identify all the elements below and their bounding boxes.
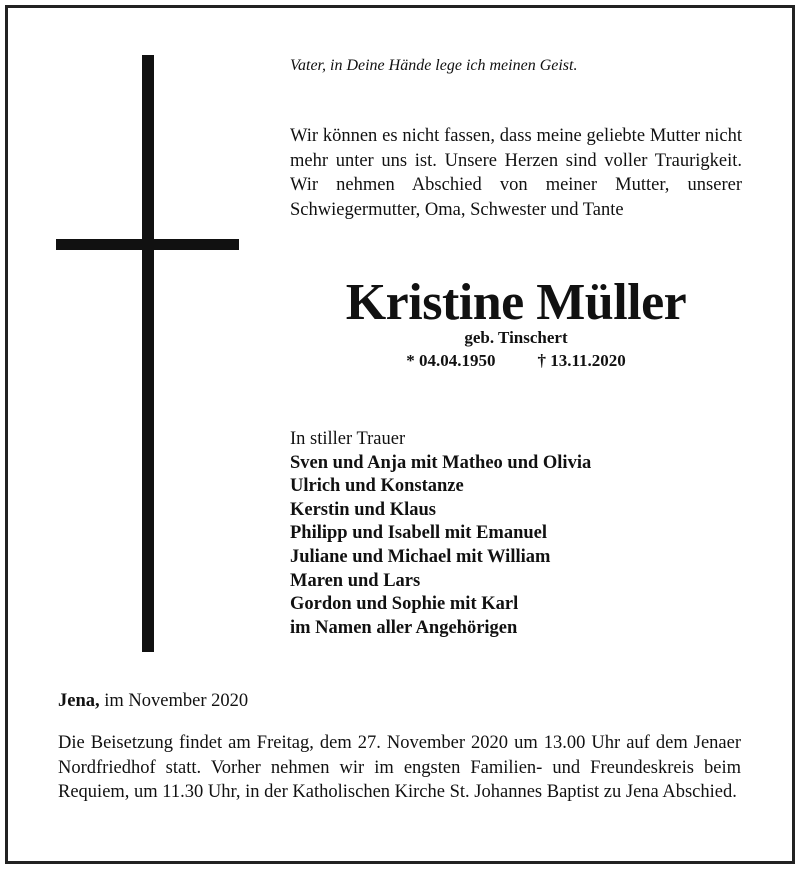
mourner-line: Gordon und Sophie mit Karl: [290, 594, 519, 615]
intro-text: Wir können es nicht fassen, dass meine geliebte Mutter nicht mehr unter uns ist. Unsere Herzen sind voller Traurigkeit. Wir nehmen Abschied von meiner Mutter, unserer Schwiegermutter, Oma, Schwester und Tante: [290, 126, 742, 220]
deceased-name: Kristine Müller: [345, 274, 687, 331]
birth-date: * 04.04.1950: [406, 351, 496, 370]
death-date: † 13.11.2020: [537, 351, 626, 370]
mourner-line: im Namen aller Angehörigen: [290, 617, 518, 638]
mourner-line: Sven und Anja mit Matheo und Olivia: [290, 452, 592, 473]
mourner-line: Maren und Lars: [290, 570, 421, 591]
mourner-line: Juliane und Michael mit William: [290, 546, 551, 567]
mourning-heading: In stiller Trauer: [290, 429, 406, 449]
mourner-line: Philipp und Isabell mit Emanuel: [290, 523, 548, 544]
life-dates: [290, 350, 742, 372]
place-date: im November 2020: [104, 691, 249, 711]
place-city: Jena,: [58, 691, 100, 711]
cross-icon-horizontal-beam: [56, 239, 239, 250]
mourner-line: Ulrich und Konstanze: [290, 476, 464, 497]
cross-icon-vertical-beam: [142, 55, 154, 652]
bible-verse: Vater, in Deine Hände lege ich meinen Geist.: [290, 57, 578, 74]
mourner-line: Kerstin und Klaus: [290, 499, 436, 520]
place-and-date: [58, 689, 248, 713]
birth-name: geb. Tinschert: [464, 328, 568, 347]
mourners-block: [290, 428, 591, 640]
funeral-notice: Die Beisetzung findet am Freitag, dem 27. November 2020 um 13.00 Uhr auf dem Jenaer Nordfriedhof statt. Vorher nehmen wir im engsten Familien- und Freundeskreis beim Requiem, um 11.30 Uhr, in der Katholischen Kirche St. Johannes Baptist zu Jena Abschied.: [58, 733, 741, 802]
